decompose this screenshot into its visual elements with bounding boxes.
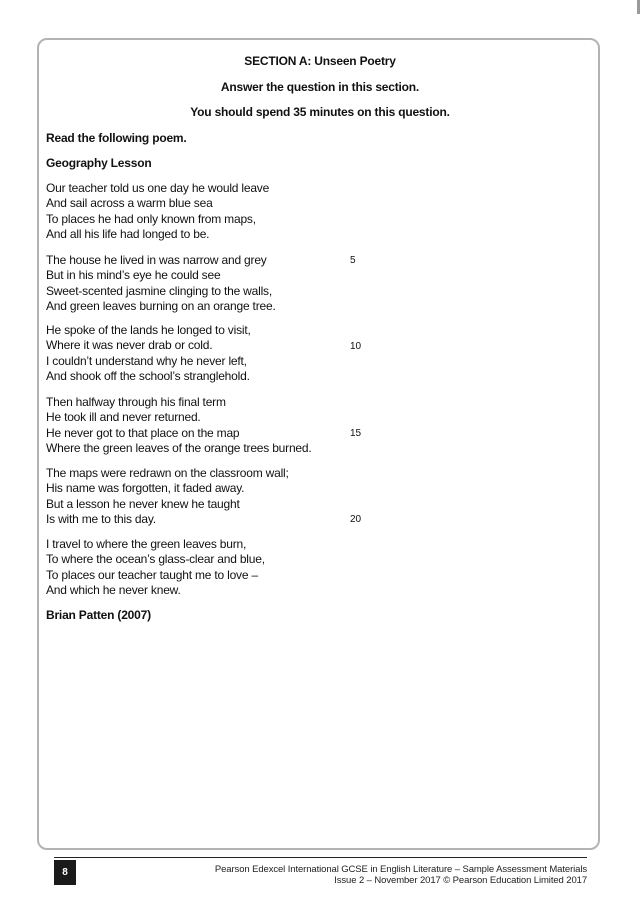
poem-stanza-2 [46,253,276,314]
poem-stanza-6 [46,537,265,598]
poem-line: But in his mind’s eye he could see [46,268,221,283]
line-number: 10 [350,341,362,352]
poem-line: Sweet-scented jasmine clinging to the walls, [46,283,272,298]
poem-line: Is with me to this day. [46,511,156,526]
poem-line: But a lesson he never knew he taught [46,496,240,511]
poem-line: Where it was never drab or cold. [46,338,213,353]
line-number: 20 [350,514,362,525]
poem-line: The maps were redrawn on the classroom wall; [46,466,289,480]
poem-line: And sail across a warm blue sea [46,196,213,211]
poem-line: And green leaves burning on an orange tree. [46,298,276,313]
poem-line: To places our teacher taught me to love – [46,567,258,582]
poem-line: I travel to where the green leaves burn, [46,537,247,551]
poem-line: And which he never knew. [46,582,181,597]
poem-line: Where the green leaves of the orange trees burned. [46,440,312,455]
poem-stanza-3 [46,323,251,384]
poem-line: Our teacher told us one day he would leave [46,181,270,195]
poem-line: Then halfway through his final term [46,395,226,409]
footer-publisher-info [215,864,587,886]
page-number: 8 [54,860,76,885]
poem-line: To where the ocean’s glass-clear and blue, [46,552,265,567]
poem-line: I couldn’t understand why he never left, [46,353,247,368]
poem-line: And all his life had longed to be. [46,226,210,241]
poem-stanza-1 [46,181,269,242]
line-number: 15 [350,428,362,439]
poem-author: Brian Patten (2007) [46,608,151,622]
poem-line: His name was forgotten, it faded away. [46,481,245,496]
poem-line: And shook off the school’s stranglehold. [46,368,250,383]
footer-divider [54,857,587,858]
poem-line: He spoke of the lands he longed to visit, [46,323,251,337]
line-number: 5 [350,255,356,266]
poem-line: He took ill and never returned. [46,410,201,425]
poem-line: To places he had only known from maps, [46,211,256,226]
footer-line-1: Pearson Edexcel International GCSE in English Literature – Sample Assessment Materials [214,864,587,875]
poem-line: He never got to that place on the map [46,425,240,440]
poem-title: Geography Lesson [46,156,152,170]
section-instruction: Answer the question in this section. [220,80,420,94]
footer-line-2: Issue 2 – November 2017 © Pearson Education Limited 2017 [334,875,587,886]
reading-prompt: Read the following poem. [46,131,187,145]
poem-stanza-4 [46,395,312,456]
poem-stanza-5 [46,466,289,527]
section-title: SECTION A: Unseen Poetry [244,54,396,68]
poem-line: The house he lived in was narrow and grey [46,253,267,267]
time-note: You should spend 35 minutes on this question. [190,105,450,119]
